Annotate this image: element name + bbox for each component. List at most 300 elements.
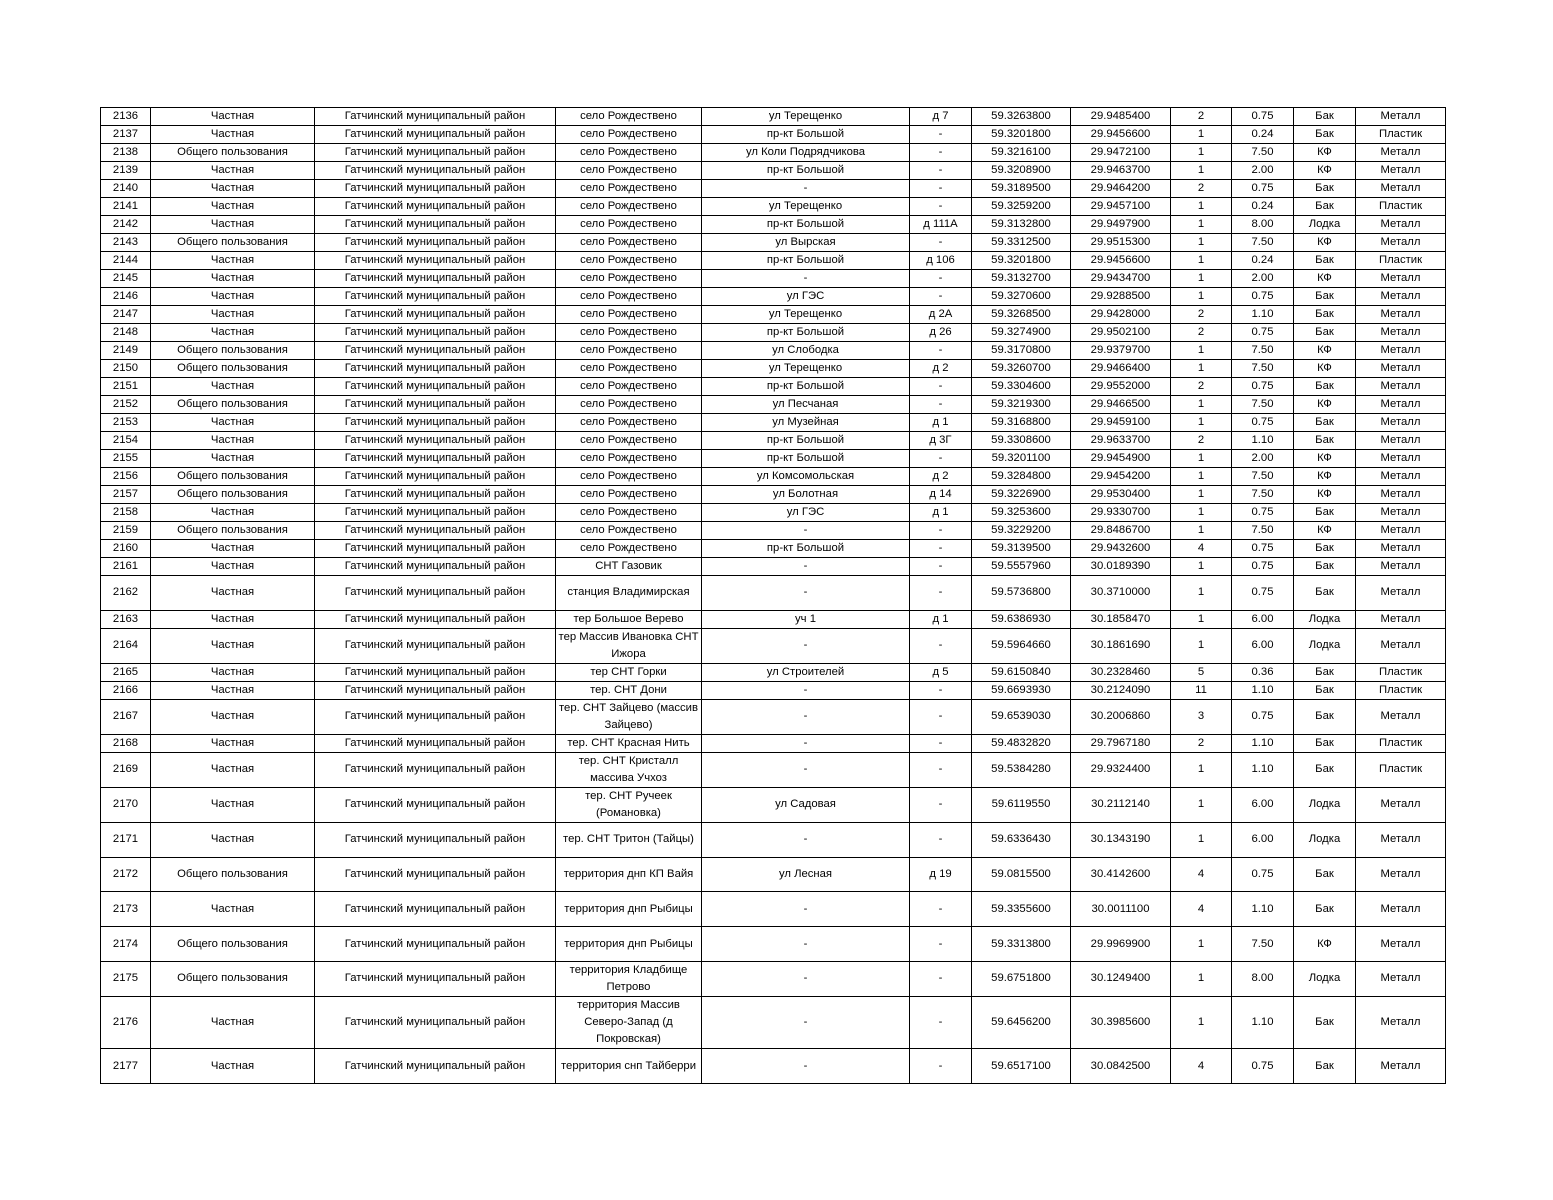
street-cell: - [702,996,910,1048]
container-volume-cell: 7.50 [1232,144,1294,162]
material-cell: Металл [1356,450,1446,468]
row-number-cell: 2143 [101,234,151,252]
latitude-cell: 59.3168800 [972,414,1071,432]
street-cell: ул Коли Подрядчикова [702,144,910,162]
latitude-cell: 59.3313800 [972,927,1071,962]
container-count-cell: 2 [1171,306,1232,324]
latitude-cell: 59.3229200 [972,522,1071,540]
latitude-cell: 59.3274900 [972,324,1071,342]
row-number-cell: 2170 [101,787,151,822]
municipal-district-cell: Гатчинский муниципальный район [315,558,556,576]
settlement-cell: тер. СНТ Ручеек (Романовка) [556,787,702,822]
house-cell: - [910,1049,972,1084]
settlement-cell: село Рождествено [556,306,702,324]
material-cell: Металл [1356,628,1446,663]
container-volume-cell: 6.00 [1232,610,1294,628]
row-number-cell: 2153 [101,414,151,432]
material-cell: Металл [1356,961,1446,996]
table-body [101,108,1446,1084]
container-count-cell: 1 [1171,504,1232,522]
container-volume-cell: 0.75 [1232,504,1294,522]
settlement-cell: село Рождествено [556,270,702,288]
container-count-cell: 1 [1171,576,1232,611]
container-count-cell: 1 [1171,126,1232,144]
municipal-district-cell: Гатчинский муниципальный район [315,663,556,681]
container-volume-cell: 1.10 [1232,734,1294,752]
street-cell: ул Вырская [702,234,910,252]
latitude-cell: 59.3132800 [972,216,1071,234]
table-row [101,180,1446,198]
row-number-cell: 2172 [101,857,151,892]
container-volume-cell: 7.50 [1232,396,1294,414]
owner-type-cell: Частная [151,288,315,306]
longitude-cell: 29.9552000 [1071,378,1171,396]
municipal-district-cell: Гатчинский муниципальный район [315,486,556,504]
latitude-cell: 59.3139500 [972,540,1071,558]
owner-type-cell: Частная [151,504,315,522]
municipal-district-cell: Гатчинский муниципальный район [315,270,556,288]
table-row [101,144,1446,162]
longitude-cell: 30.2124090 [1071,681,1171,699]
material-cell: Металл [1356,396,1446,414]
table-row [101,558,1446,576]
container-volume-cell: 0.24 [1232,252,1294,270]
container-type-cell: Бак [1294,540,1356,558]
container-count-cell: 1 [1171,270,1232,288]
row-number-cell: 2162 [101,576,151,611]
settlement-cell: тер. СНТ Зайцево (массив Зайцево) [556,699,702,734]
house-cell: д 1 [910,610,972,628]
street-cell: - [702,699,910,734]
container-count-cell: 1 [1171,752,1232,787]
owner-type-cell: Общего пользования [151,234,315,252]
owner-type-cell: Общего пользования [151,468,315,486]
owner-type-cell: Частная [151,306,315,324]
container-sites-table [100,107,1446,1084]
settlement-cell: село Рождествено [556,234,702,252]
longitude-cell: 29.9530400 [1071,486,1171,504]
container-count-cell: 1 [1171,558,1232,576]
municipal-district-cell: Гатчинский муниципальный район [315,450,556,468]
material-cell: Металл [1356,288,1446,306]
latitude-cell: 59.4832820 [972,734,1071,752]
container-volume-cell: 7.50 [1232,486,1294,504]
table-row [101,342,1446,360]
material-cell: Пластик [1356,681,1446,699]
row-number-cell: 2151 [101,378,151,396]
table-row [101,996,1446,1048]
settlement-cell: село Рождествено [556,450,702,468]
latitude-cell: 59.3308600 [972,432,1071,450]
container-volume-cell: 2.00 [1232,270,1294,288]
municipal-district-cell: Гатчинский муниципальный район [315,540,556,558]
table-row [101,522,1446,540]
longitude-cell: 30.2328460 [1071,663,1171,681]
container-count-cell: 1 [1171,486,1232,504]
house-cell: - [910,378,972,396]
table-row [101,961,1446,996]
material-cell: Металл [1356,822,1446,857]
settlement-cell: село Рождествено [556,108,702,126]
container-type-cell: Бак [1294,414,1356,432]
municipal-district-cell: Гатчинский муниципальный район [315,144,556,162]
container-type-cell: КФ [1294,396,1356,414]
latitude-cell: 59.3189500 [972,180,1071,198]
row-number-cell: 2141 [101,198,151,216]
longitude-cell: 30.2006860 [1071,699,1171,734]
material-cell: Металл [1356,414,1446,432]
street-cell: пр-кт Большой [702,432,910,450]
table-row [101,486,1446,504]
material-cell: Металл [1356,1049,1446,1084]
container-count-cell: 1 [1171,144,1232,162]
container-type-cell: Лодка [1294,961,1356,996]
container-type-cell: КФ [1294,927,1356,962]
row-number-cell: 2164 [101,628,151,663]
street-cell: пр-кт Большой [702,540,910,558]
latitude-cell: 59.6119550 [972,787,1071,822]
container-volume-cell: 0.75 [1232,857,1294,892]
container-volume-cell: 1.10 [1232,681,1294,699]
table-row [101,540,1446,558]
municipal-district-cell: Гатчинский муниципальный район [315,892,556,927]
street-cell: - [702,734,910,752]
container-volume-cell: 0.75 [1232,414,1294,432]
material-cell: Металл [1356,216,1446,234]
container-type-cell: КФ [1294,486,1356,504]
settlement-cell: село Рождествено [556,342,702,360]
settlement-cell: тер Большое Верево [556,610,702,628]
settlement-cell: село Рождествено [556,540,702,558]
container-type-cell: Бак [1294,996,1356,1048]
house-cell: д 106 [910,252,972,270]
owner-type-cell: Частная [151,699,315,734]
municipal-district-cell: Гатчинский муниципальный район [315,126,556,144]
table-row [101,108,1446,126]
municipal-district-cell: Гатчинский муниципальный район [315,198,556,216]
container-count-cell: 3 [1171,699,1232,734]
row-number-cell: 2137 [101,126,151,144]
container-count-cell: 4 [1171,1049,1232,1084]
container-type-cell: Бак [1294,558,1356,576]
longitude-cell: 30.0189390 [1071,558,1171,576]
municipal-district-cell: Гатчинский муниципальный район [315,216,556,234]
latitude-cell: 59.3355600 [972,892,1071,927]
settlement-cell: село Рождествено [556,522,702,540]
container-type-cell: КФ [1294,144,1356,162]
house-cell: д 7 [910,108,972,126]
house-cell: д 5 [910,663,972,681]
settlement-cell: территория Кладбище Петрово [556,961,702,996]
row-number-cell: 2160 [101,540,151,558]
table-row [101,198,1446,216]
container-count-cell: 1 [1171,996,1232,1048]
container-type-cell: Бак [1294,252,1356,270]
longitude-cell: 29.8486700 [1071,522,1171,540]
municipal-district-cell: Гатчинский муниципальный район [315,822,556,857]
container-volume-cell: 7.50 [1232,468,1294,486]
container-type-cell: КФ [1294,162,1356,180]
settlement-cell: тер. СНТ Красная Нить [556,734,702,752]
row-number-cell: 2138 [101,144,151,162]
table-row [101,822,1446,857]
house-cell: - [910,342,972,360]
container-count-cell: 1 [1171,162,1232,180]
container-type-cell: КФ [1294,270,1356,288]
latitude-cell: 59.3268500 [972,306,1071,324]
container-count-cell: 2 [1171,324,1232,342]
municipal-district-cell: Гатчинский муниципальный район [315,504,556,522]
longitude-cell: 29.9456600 [1071,126,1171,144]
container-type-cell: Бак [1294,324,1356,342]
longitude-cell: 29.9466400 [1071,360,1171,378]
owner-type-cell: Общего пользования [151,927,315,962]
container-count-cell: 1 [1171,961,1232,996]
settlement-cell: село Рождествено [556,180,702,198]
municipal-district-cell: Гатчинский муниципальный район [315,288,556,306]
longitude-cell: 29.9330700 [1071,504,1171,522]
material-cell: Пластик [1356,126,1446,144]
house-cell: - [910,576,972,611]
longitude-cell: 29.9969900 [1071,927,1171,962]
latitude-cell: 59.3201100 [972,450,1071,468]
house-cell: - [910,628,972,663]
street-cell: - [702,681,910,699]
table-row [101,927,1446,962]
settlement-cell: тер. СНТ Дони [556,681,702,699]
container-type-cell: Бак [1294,681,1356,699]
settlement-cell: село Рождествено [556,162,702,180]
table-row [101,360,1446,378]
municipal-district-cell: Гатчинский муниципальный район [315,752,556,787]
owner-type-cell: Частная [151,892,315,927]
owner-type-cell: Частная [151,663,315,681]
container-type-cell: Лодка [1294,610,1356,628]
latitude-cell: 59.3304600 [972,378,1071,396]
longitude-cell: 29.9432600 [1071,540,1171,558]
latitude-cell: 59.3216100 [972,144,1071,162]
material-cell: Металл [1356,892,1446,927]
street-cell: ул Песчаная [702,396,910,414]
street-cell: пр-кт Большой [702,162,910,180]
latitude-cell: 59.6517100 [972,1049,1071,1084]
container-type-cell: Бак [1294,752,1356,787]
material-cell: Пластик [1356,663,1446,681]
material-cell: Металл [1356,486,1446,504]
row-number-cell: 2147 [101,306,151,324]
container-volume-cell: 0.75 [1232,378,1294,396]
container-volume-cell: 0.36 [1232,663,1294,681]
municipal-district-cell: Гатчинский муниципальный район [315,1049,556,1084]
longitude-cell: 29.9464200 [1071,180,1171,198]
municipal-district-cell: Гатчинский муниципальный район [315,180,556,198]
municipal-district-cell: Гатчинский муниципальный район [315,610,556,628]
settlement-cell: тер Массив Ивановка СНТ Ижора [556,628,702,663]
house-cell: д 26 [910,324,972,342]
container-volume-cell: 1.10 [1232,752,1294,787]
container-count-cell: 5 [1171,663,1232,681]
settlement-cell: село Рождествено [556,126,702,144]
house-cell: д 19 [910,857,972,892]
row-number-cell: 2175 [101,961,151,996]
material-cell: Металл [1356,576,1446,611]
material-cell: Металл [1356,180,1446,198]
container-type-cell: Бак [1294,857,1356,892]
row-number-cell: 2158 [101,504,151,522]
row-number-cell: 2161 [101,558,151,576]
row-number-cell: 2177 [101,1049,151,1084]
house-cell: д 14 [910,486,972,504]
longitude-cell: 30.4142600 [1071,857,1171,892]
latitude-cell: 59.0815500 [972,857,1071,892]
settlement-cell: село Рождествено [556,504,702,522]
municipal-district-cell: Гатчинский муниципальный район [315,234,556,252]
municipal-district-cell: Гатчинский муниципальный район [315,787,556,822]
container-count-cell: 2 [1171,734,1232,752]
container-count-cell: 1 [1171,360,1232,378]
material-cell: Металл [1356,432,1446,450]
owner-type-cell: Общего пользования [151,961,315,996]
container-count-cell: 1 [1171,450,1232,468]
street-cell: ул Терещенко [702,360,910,378]
municipal-district-cell: Гатчинский муниципальный район [315,342,556,360]
latitude-cell: 59.3208900 [972,162,1071,180]
row-number-cell: 2157 [101,486,151,504]
owner-type-cell: Частная [151,414,315,432]
row-number-cell: 2139 [101,162,151,180]
container-count-cell: 1 [1171,252,1232,270]
table-row [101,752,1446,787]
longitude-cell: 30.1343190 [1071,822,1171,857]
street-cell: - [702,892,910,927]
material-cell: Металл [1356,699,1446,734]
container-volume-cell: 6.00 [1232,822,1294,857]
house-cell: - [910,540,972,558]
settlement-cell: село Рождествено [556,396,702,414]
owner-type-cell: Частная [151,558,315,576]
street-cell: - [702,628,910,663]
table-row [101,216,1446,234]
owner-type-cell: Частная [151,270,315,288]
container-volume-cell: 7.50 [1232,342,1294,360]
house-cell: - [910,734,972,752]
municipal-district-cell: Гатчинский муниципальный район [315,734,556,752]
latitude-cell: 59.3263800 [972,108,1071,126]
street-cell: ул Терещенко [702,198,910,216]
row-number-cell: 2166 [101,681,151,699]
municipal-district-cell: Гатчинский муниципальный район [315,576,556,611]
latitude-cell: 59.6150840 [972,663,1071,681]
settlement-cell: село Рождествено [556,378,702,396]
settlement-cell: территория днп Рыбицы [556,892,702,927]
owner-type-cell: Частная [151,252,315,270]
container-volume-cell: 2.00 [1232,450,1294,468]
table-row [101,270,1446,288]
street-cell: пр-кт Большой [702,450,910,468]
owner-type-cell: Частная [151,198,315,216]
house-cell: д 2 [910,360,972,378]
container-type-cell: Бак [1294,306,1356,324]
container-count-cell: 4 [1171,892,1232,927]
street-cell: - [702,180,910,198]
street-cell: уч 1 [702,610,910,628]
table-row [101,234,1446,252]
longitude-cell: 30.1861690 [1071,628,1171,663]
municipal-district-cell: Гатчинский муниципальный район [315,961,556,996]
owner-type-cell: Частная [151,162,315,180]
table-row [101,252,1446,270]
container-count-cell: 1 [1171,628,1232,663]
container-count-cell: 1 [1171,396,1232,414]
row-number-cell: 2152 [101,396,151,414]
street-cell: - [702,522,910,540]
container-count-cell: 1 [1171,927,1232,962]
longitude-cell: 29.9466500 [1071,396,1171,414]
latitude-cell: 59.3260700 [972,360,1071,378]
material-cell: Металл [1356,857,1446,892]
municipal-district-cell: Гатчинский муниципальный район [315,468,556,486]
settlement-cell: территория снп Тайберри [556,1049,702,1084]
material-cell: Металл [1356,540,1446,558]
row-number-cell: 2168 [101,734,151,752]
house-cell: д 2 [910,468,972,486]
street-cell: - [702,576,910,611]
street-cell: ул Слободка [702,342,910,360]
latitude-cell: 59.5736800 [972,576,1071,611]
house-cell: д 111А [910,216,972,234]
longitude-cell: 29.9485400 [1071,108,1171,126]
owner-type-cell: Частная [151,822,315,857]
house-cell: - [910,681,972,699]
owner-type-cell: Общего пользования [151,522,315,540]
container-volume-cell: 1.10 [1232,306,1294,324]
material-cell: Металл [1356,610,1446,628]
house-cell: д 1 [910,414,972,432]
house-cell: - [910,198,972,216]
container-type-cell: Лодка [1294,628,1356,663]
municipal-district-cell: Гатчинский муниципальный район [315,360,556,378]
row-number-cell: 2154 [101,432,151,450]
row-number-cell: 2174 [101,927,151,962]
container-type-cell: Бак [1294,126,1356,144]
municipal-district-cell: Гатчинский муниципальный район [315,108,556,126]
latitude-cell: 59.6693930 [972,681,1071,699]
house-cell: - [910,180,972,198]
settlement-cell: село Рождествено [556,288,702,306]
house-cell: - [910,996,972,1048]
table-row [101,450,1446,468]
settlement-cell: территория днп КП Вайя [556,857,702,892]
material-cell: Металл [1356,504,1446,522]
longitude-cell: 29.9434700 [1071,270,1171,288]
latitude-cell: 59.3201800 [972,126,1071,144]
owner-type-cell: Частная [151,734,315,752]
owner-type-cell: Частная [151,180,315,198]
municipal-district-cell: Гатчинский муниципальный район [315,681,556,699]
container-type-cell: Бак [1294,108,1356,126]
longitude-cell: 29.9633700 [1071,432,1171,450]
municipal-district-cell: Гатчинский муниципальный район [315,522,556,540]
container-type-cell: Бак [1294,378,1356,396]
table-row [101,288,1446,306]
table-row [101,628,1446,663]
container-volume-cell: 0.75 [1232,324,1294,342]
latitude-cell: 59.3259200 [972,198,1071,216]
street-cell: - [702,558,910,576]
house-cell: - [910,126,972,144]
house-cell: - [910,162,972,180]
table-row [101,432,1446,450]
